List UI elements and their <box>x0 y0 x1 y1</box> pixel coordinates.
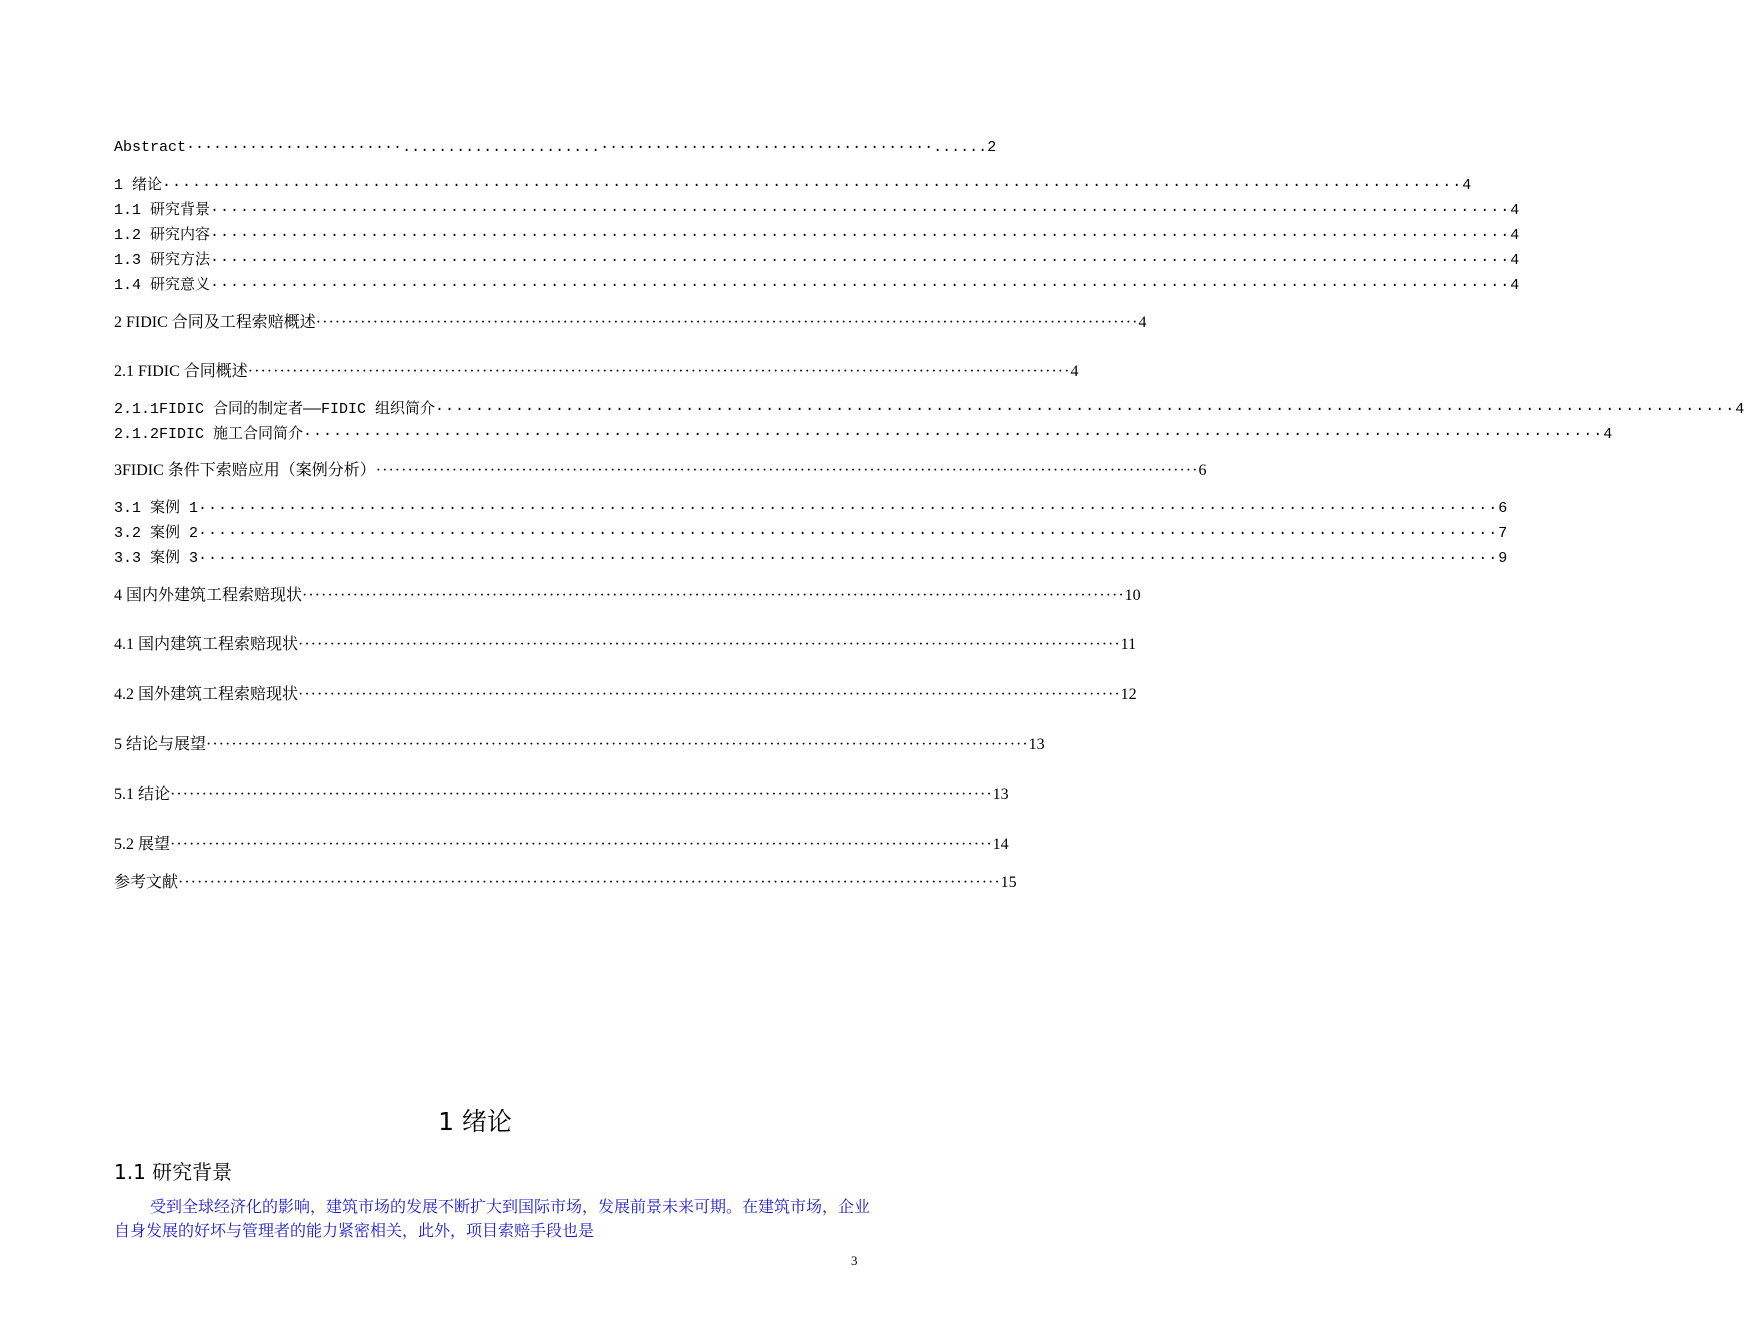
toc-entry[interactable] <box>114 784 1009 806</box>
body-paragraph: 受到全球经济化的影响，建筑市场的发展不断扩大到国际市场，发展前景未来可期。在建筑市场，企业自身发展的好坏与管理者的能力紧密相关，此外，项目索赔手段也是 <box>114 1199 871 1240</box>
toc-entry[interactable] <box>114 361 1079 383</box>
toc-entry[interactable] <box>114 684 1137 706</box>
toc-leader <box>198 523 1498 545</box>
toc-entry-page: 6 <box>1498 500 1508 517</box>
toc-entry-label: 5.2 展望 <box>114 836 171 853</box>
toc-entry[interactable] <box>114 523 1508 545</box>
toc-entry-label: 1.3 研究方法 <box>114 252 211 269</box>
toc-leader <box>248 361 1071 383</box>
toc-entry-label: 3.3 案例 3 <box>114 550 199 567</box>
toc-entry-page: 12 <box>1120 686 1137 703</box>
toc-leader <box>206 734 1029 756</box>
toc-leader <box>376 460 1199 482</box>
toc-entry-page: 4 <box>1510 252 1520 269</box>
toc-leader <box>210 200 1510 222</box>
toc-entry-page: 13 <box>992 786 1009 803</box>
toc-entry[interactable] <box>114 250 1520 272</box>
toc-entry-page: 10 <box>1124 587 1141 604</box>
toc-entry-label: 1.1 研究背景 <box>114 202 211 219</box>
toc-entry-label: 4.2 国外建筑工程索赔现状 <box>114 686 299 703</box>
toc-entry-label: 1.4 研究意义 <box>114 277 211 294</box>
toc-entry-label: 2.1.2FIDIC 施工合同简介 <box>114 426 304 443</box>
toc-entry-page: 4 <box>1138 314 1147 331</box>
toc-leader <box>302 585 1125 607</box>
toc-leader <box>210 225 1510 247</box>
toc-entry-page: 6 <box>1198 462 1207 479</box>
toc-entry-label: 4 国内外建筑工程索赔现状 <box>114 587 303 604</box>
toc-leader <box>170 834 993 856</box>
toc-leader <box>316 312 1139 334</box>
toc-entry[interactable] <box>114 225 1520 247</box>
toc-leader <box>162 175 1462 197</box>
toc-leader: ...... <box>933 139 988 156</box>
toc-entry-page: 15 <box>1000 874 1017 891</box>
toc-entry[interactable] <box>114 734 1045 756</box>
toc-leader <box>210 275 1510 297</box>
toc-entry[interactable] <box>114 634 1137 656</box>
toc-leader: ...................... <box>402 139 601 156</box>
toc-entry-page: 13 <box>1028 736 1045 753</box>
toc-entry-label: 2 FIDIC 合同及工程索赔概述 <box>114 314 316 331</box>
toc-entry-label: 1.2 研究内容 <box>114 227 211 244</box>
toc-entry-page: 14 <box>992 836 1009 853</box>
toc-entry-page: 7 <box>1498 525 1508 542</box>
toc-entry[interactable] <box>114 460 1207 482</box>
toc-entry-page: 4 <box>1510 277 1520 294</box>
toc-entry-label: 3FIDIC 条件下索赔应用（案例分析） <box>114 462 376 479</box>
toc-entry-abstract[interactable] <box>114 137 997 159</box>
toc-entry-page: 4 <box>1510 202 1520 219</box>
section-title: 1.1 研究背景 <box>114 1160 233 1184</box>
toc-leader <box>170 784 993 806</box>
toc-leader: ························ <box>186 139 403 156</box>
toc-leader <box>198 498 1498 520</box>
toc-entry-page: 11 <box>1120 636 1137 653</box>
toc-entry[interactable] <box>114 312 1147 334</box>
toc-entry-label: 参考文献 <box>114 874 179 891</box>
toc-entry-page: 9 <box>1498 550 1508 567</box>
toc-entry[interactable] <box>114 872 1017 894</box>
toc-entry-label: Abstract <box>114 139 187 156</box>
toc-entry[interactable] <box>114 275 1520 297</box>
toc-leader <box>298 634 1121 656</box>
toc-entry[interactable] <box>114 548 1508 570</box>
toc-entry-label: 3.1 案例 1 <box>114 500 199 517</box>
toc-entry[interactable] <box>114 399 1744 421</box>
toc-leader <box>435 399 1735 421</box>
toc-entry[interactable] <box>114 498 1508 520</box>
toc-entry-page: 4 <box>1070 363 1079 380</box>
toc-entry[interactable] <box>114 424 1613 446</box>
toc-entry-page: 4 <box>1510 227 1520 244</box>
toc-entry[interactable] <box>114 200 1520 222</box>
toc-entry-label: 3.2 案例 2 <box>114 525 199 542</box>
toc-entry-label: 5.1 结论 <box>114 786 171 803</box>
toc-entry-label: 1 绪论 <box>114 177 163 194</box>
toc-entry-page: 2 <box>987 139 997 156</box>
toc-entry[interactable] <box>114 834 1009 856</box>
toc-leader <box>210 250 1510 272</box>
toc-leader <box>298 684 1121 706</box>
toc-entry-label: 5 结论与展望 <box>114 736 207 753</box>
toc-leader: ····································· <box>600 139 934 156</box>
toc-leader <box>303 424 1603 446</box>
page-number: 3 <box>851 1253 858 1268</box>
toc-entry[interactable] <box>114 585 1141 607</box>
chapter-title: 1 绪论 <box>438 1107 512 1136</box>
toc-entry[interactable] <box>114 175 1472 197</box>
toc-entry-page: 4 <box>1735 401 1744 418</box>
toc-entry-label: 4.1 国内建筑工程索赔现状 <box>114 636 299 653</box>
toc-entry-page: 4 <box>1603 426 1613 443</box>
toc-leader <box>198 548 1498 570</box>
toc-entry-page: 4 <box>1462 177 1472 194</box>
toc-entry-label: 2.1.1FIDIC 合同的制定者——FIDIC 组织简介 <box>114 401 436 418</box>
toc-leader <box>178 872 1001 894</box>
toc-entry-label: 2.1 FIDIC 合同概述 <box>114 363 248 380</box>
